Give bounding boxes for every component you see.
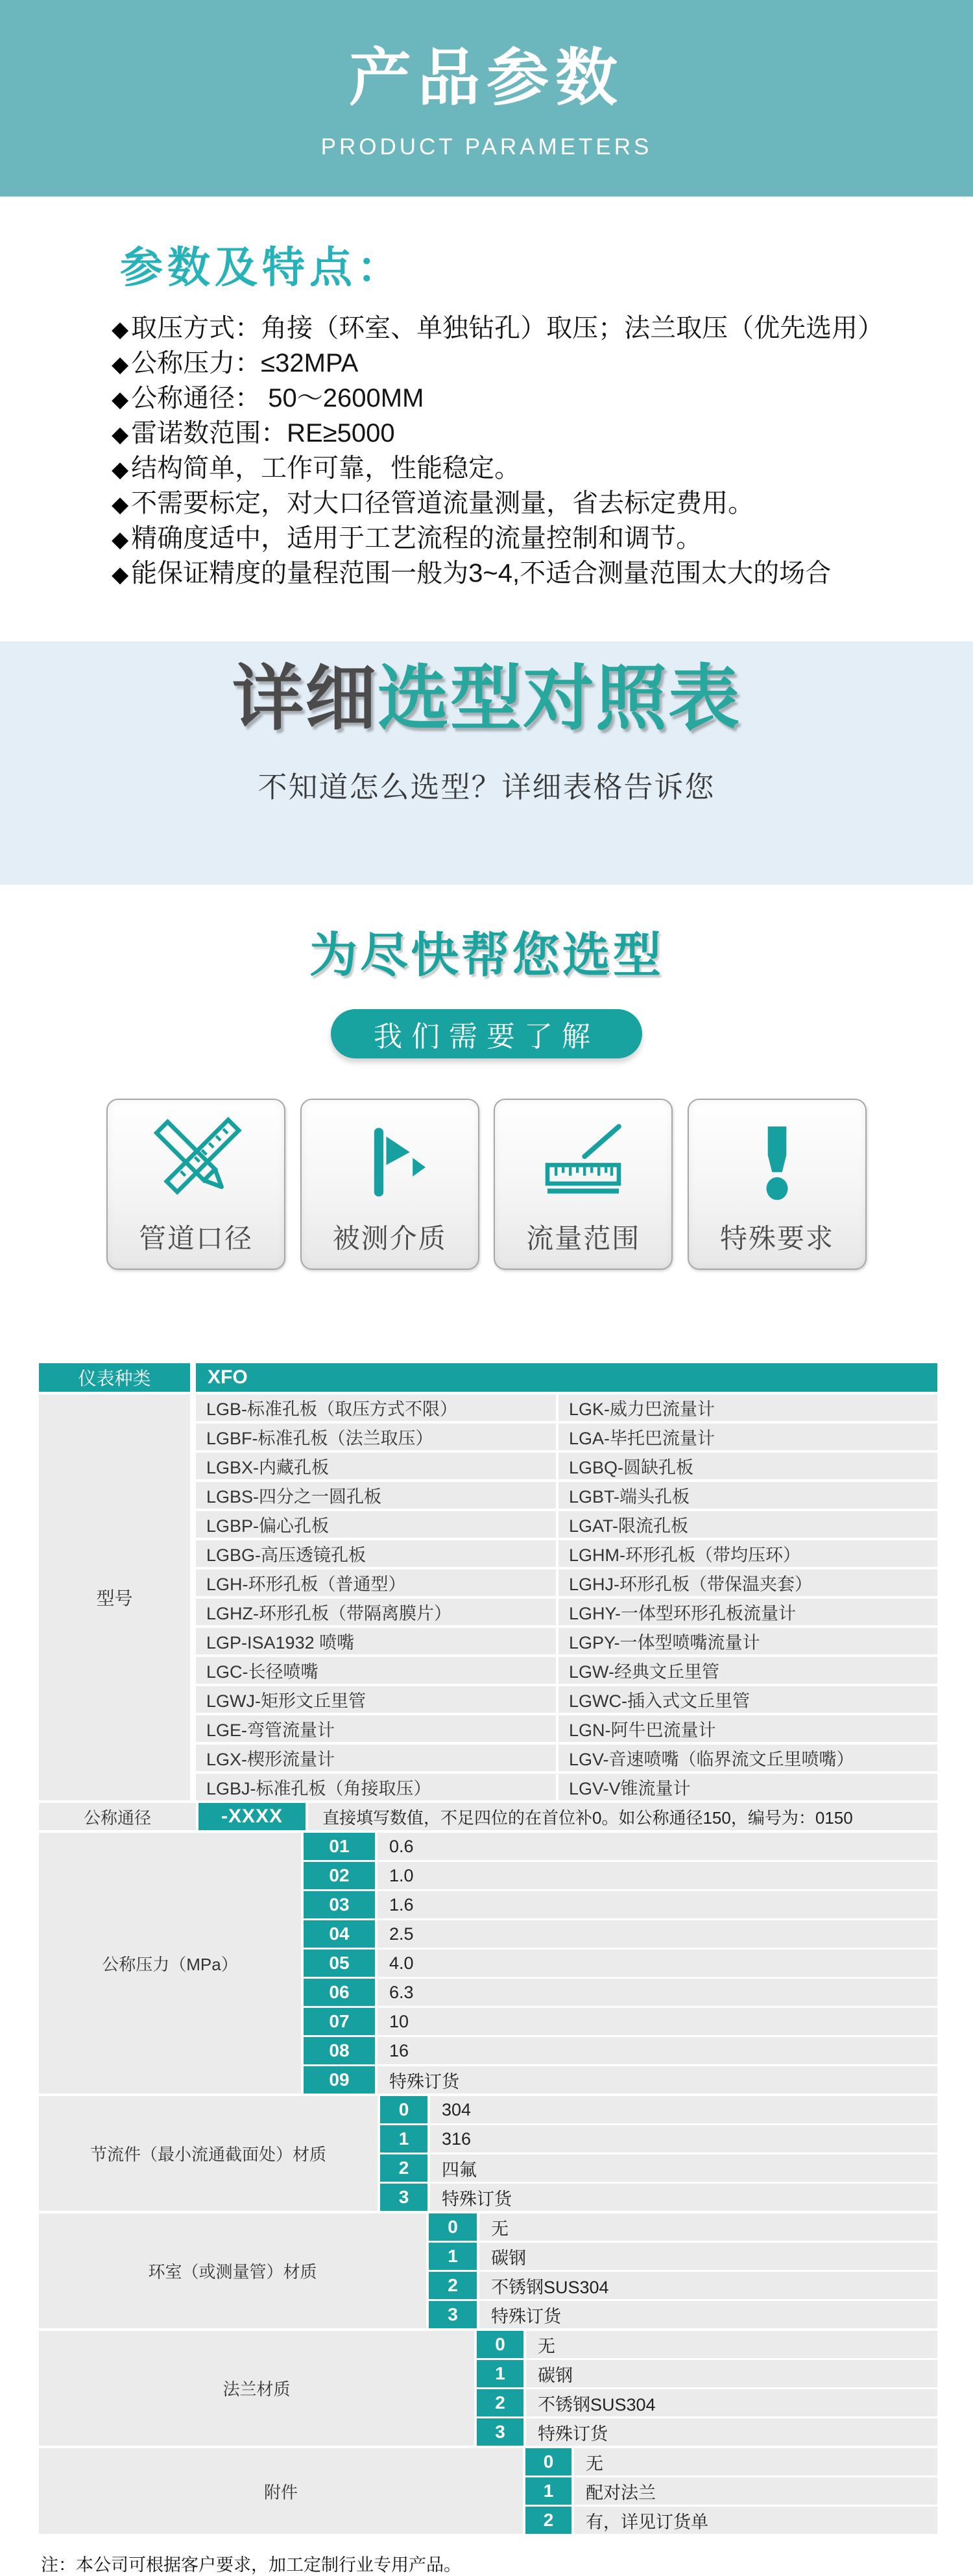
option-value: 304	[442, 2099, 472, 2119]
feature-text: 公称通径： 50～2600MM	[131, 384, 424, 412]
model-cell: LGW-经典文丘里管	[559, 1657, 937, 1684]
banner-title	[0, 641, 973, 744]
option-value: 配对法兰	[586, 2483, 656, 2503]
option-row-body	[301, 1977, 937, 2006]
page-header	[0, 0, 973, 197]
option-value: 特殊订货	[538, 2424, 608, 2444]
option-code-chip: 1	[474, 2360, 526, 2387]
option-code-chip: 06	[301, 1979, 378, 2006]
feature-text: 能保证精度的量程范围一般为3~4,不适合测量范围太大的场合	[131, 559, 832, 588]
option-row-body	[474, 2416, 937, 2446]
model-cell: LGV-音速喷嘴（临界流文丘里喷嘴）	[559, 1745, 937, 1771]
model-cell: LGPY-一体型喷嘴流量计	[559, 1628, 937, 1654]
model-section-label: 型号	[39, 1394, 190, 1800]
option-value: 0.6	[389, 1836, 414, 1856]
flag-icon	[347, 1100, 433, 1208]
option-code-chip: 2	[426, 2272, 479, 2299]
option-code-chip: 1	[426, 2243, 479, 2270]
option-section-label: 环室（或测量管）材质	[148, 2262, 317, 2282]
option-value: 碳钢	[538, 2365, 573, 2385]
card-label: 流量范围	[526, 1223, 641, 1254]
feature-text: 结构简单，工作可靠，性能稳定。	[131, 454, 521, 483]
option-row-body	[474, 2331, 937, 2358]
option-row-body	[301, 2064, 937, 2093]
diamond-bullet-icon: ◆	[112, 387, 129, 412]
option-value: 特殊订货	[491, 2306, 561, 2326]
page-title: 产品参数	[349, 43, 624, 113]
option-row-body	[426, 2270, 937, 2299]
option-row-body	[301, 1948, 937, 1977]
feature-text: 取压方式：角接（环室、单独钻孔）取压；法兰取压（优先选用）	[131, 314, 884, 342]
model-cell: LGH-环形孔板（普通型）	[196, 1569, 556, 1596]
option-row-body	[378, 2153, 937, 2182]
model-cell: LGX-楔形流量计	[196, 1745, 556, 1771]
banner-title-gray: 详细	[232, 659, 378, 739]
features-heading: 参数及特点：	[120, 243, 404, 291]
option-section	[39, 2331, 937, 2446]
option-section	[39, 2096, 937, 2211]
option-row-body	[378, 2123, 937, 2153]
option-code-chip: 3	[474, 2418, 526, 2446]
page-subtitle: PRODUCT PARAMETERS	[320, 134, 653, 160]
option-value: 碳钢	[491, 2248, 526, 2268]
option-value: 四氟	[442, 2160, 477, 2180]
requirement-card-3[interactable]	[494, 1099, 673, 1270]
option-row-body	[426, 2299, 937, 2328]
option-code-chip: 0	[378, 2096, 430, 2123]
footnote: 注：本公司可根据客户要求，加工定制行业专用产品。	[41, 2555, 461, 2575]
option-code-chip: 0	[474, 2331, 526, 2358]
diameter-section	[39, 1803, 937, 1830]
option-value: 无	[538, 2336, 555, 2356]
option-code-chip: 05	[301, 1950, 378, 1977]
selection-helper-section	[0, 917, 973, 1330]
model-cell: LGC-长径喷嘴	[196, 1657, 556, 1684]
banner-subtitle: 不知道怎么选型？详细表格告诉您	[258, 770, 715, 804]
model-cell: LGBF-标准孔板（法兰取压）	[196, 1424, 556, 1450]
option-row-body	[378, 2182, 937, 2211]
diamond-bullet-icon: ◆	[112, 457, 129, 482]
model-cell: LGB-标准孔板（取压方式不限）	[196, 1394, 556, 1421]
option-value: 不锈钢SUS304	[538, 2394, 656, 2415]
option-code-chip: 03	[301, 1891, 378, 1918]
option-code-chip: 3	[426, 2301, 479, 2328]
feature-text: 精确度适中，适用于工艺流程的流量控制和调节。	[131, 524, 703, 553]
option-row-body	[474, 2358, 937, 2387]
option-sections	[39, 1833, 937, 2534]
requirement-card-2[interactable]	[300, 1099, 479, 1270]
option-code-chip: 2	[523, 2507, 574, 2534]
model-cell: LGBX-内藏孔板	[196, 1453, 556, 1479]
card-label: 特殊要求	[719, 1223, 834, 1254]
model-cell: LGA-毕托巴流量计	[559, 1424, 937, 1450]
option-value: 10	[389, 2011, 409, 2031]
we-need-to-know-button[interactable]: 我们需要了解	[331, 1009, 642, 1058]
option-value: 1.6	[389, 1894, 414, 1914]
requirement-cards	[106, 1099, 867, 1270]
exclamation-icon	[734, 1100, 820, 1208]
pencil-ruler-icon	[153, 1100, 239, 1208]
model-cell: LGBQ-圆缺孔板	[559, 1453, 937, 1479]
diameter-code-chip: -XXXX	[198, 1803, 306, 1830]
option-code-chip: 1	[378, 2125, 430, 2153]
option-section	[39, 2213, 937, 2328]
feature-text: 不需要标定，对大口径管道流量测量，省去标定费用。	[131, 489, 754, 518]
option-value: 无	[586, 2453, 603, 2474]
feature-item	[112, 346, 973, 381]
model-cell: LGP-ISA1932 喷嘴	[196, 1628, 556, 1654]
diamond-bullet-icon: ◆	[112, 422, 129, 447]
table-header-series: XFO	[196, 1363, 937, 1392]
option-section-label: 节流件（最小流通截面处）材质	[90, 2145, 326, 2164]
requirement-card-1[interactable]	[106, 1099, 285, 1270]
option-section-label: 公称压力（MPa）	[102, 1954, 238, 1974]
option-row-body	[523, 2505, 937, 2534]
option-code-chip: 04	[301, 1920, 378, 1948]
model-cell: LGHZ-环形孔板（带隔离膜片）	[196, 1599, 556, 1625]
option-row-body	[378, 2096, 937, 2123]
option-value: 无	[491, 2219, 509, 2239]
diamond-bullet-icon: ◆	[112, 527, 129, 552]
option-value: 4.0	[389, 1953, 414, 1973]
model-cell: LGHM-环形孔板（带均压环）	[559, 1540, 937, 1567]
feature-item	[112, 416, 973, 451]
diamond-bullet-icon: ◆	[112, 562, 129, 587]
model-cell: LGHJ-环形孔板（带保温夹套）	[559, 1569, 937, 1596]
model-cell: LGHY-一体型环形孔板流量计	[559, 1599, 937, 1625]
option-value: 6.3	[389, 1982, 414, 2002]
diameter-label: 公称通径	[39, 1803, 196, 1830]
option-row-body	[301, 1833, 937, 1860]
option-section-label: 法兰材质	[222, 2379, 291, 2399]
diamond-bullet-icon: ◆	[112, 492, 129, 517]
selection-banner	[0, 641, 973, 885]
option-value: 316	[442, 2129, 472, 2149]
feature-item	[112, 311, 973, 346]
feature-item	[112, 451, 973, 486]
model-grid	[196, 1394, 937, 1800]
option-row-body	[301, 2006, 937, 2035]
option-value: 特殊订货	[389, 2071, 459, 2092]
option-row-body	[426, 2213, 937, 2241]
option-code-chip: 02	[301, 1862, 378, 1889]
option-code-chip: 0	[523, 2448, 574, 2475]
option-row-body	[474, 2387, 937, 2416]
model-cell: LGBT-端头孔板	[559, 1482, 937, 1509]
card-label: 被测介质	[332, 1223, 447, 1254]
table-header-row	[39, 1363, 937, 1392]
option-code-chip: 08	[301, 2037, 378, 2064]
features-section	[0, 233, 973, 605]
feature-list	[112, 311, 973, 591]
option-code-chip: 09	[301, 2066, 378, 2093]
option-code-chip: 07	[301, 2008, 378, 2035]
model-cell: LGBG-高压透镜孔板	[196, 1540, 556, 1567]
model-cell: LGV-V锥流量计	[559, 1774, 937, 1800]
ruler-icon	[540, 1100, 626, 1208]
option-section	[39, 2448, 937, 2534]
model-cell: LGN-阿牛巴流量计	[559, 1715, 937, 1742]
feature-text: 公称压力：≤32MPA	[131, 349, 359, 377]
option-row-body	[426, 2241, 937, 2270]
option-row-body	[301, 1860, 937, 1889]
option-section	[39, 1833, 937, 2093]
option-value: 2.5	[389, 1924, 414, 1944]
model-selection-table	[39, 1363, 937, 2534]
option-value: 不锈钢SUS304	[491, 2277, 609, 2297]
model-cell: LGWJ-矩形文丘里管	[196, 1686, 556, 1713]
model-cell: LGBS-四分之一圆孔板	[196, 1482, 556, 1509]
option-row-body	[301, 2035, 937, 2064]
model-cell: LGWC-插入式文丘里管	[559, 1686, 937, 1713]
model-cell: LGE-弯管流量计	[196, 1715, 556, 1742]
option-code-chip: 3	[378, 2184, 430, 2211]
option-value: 1.0	[389, 1865, 414, 1885]
model-cell: LGK-威力巴流量计	[559, 1394, 937, 1421]
table-header-category: 仪表种类	[39, 1363, 190, 1392]
option-code-chip: 1	[523, 2477, 574, 2505]
card-label: 管道口径	[138, 1223, 253, 1254]
option-section-label: 附件	[263, 2482, 298, 2502]
model-section	[39, 1394, 937, 1800]
feature-text: 雷诺数范围：RE≥5000	[131, 419, 395, 447]
option-row-body	[301, 1889, 937, 1918]
option-code-chip: 01	[301, 1833, 378, 1860]
feature-item	[112, 556, 973, 591]
option-code-chip: 0	[426, 2213, 479, 2241]
option-row-body	[301, 1918, 937, 1948]
diamond-bullet-icon: ◆	[112, 317, 129, 342]
option-row-body	[523, 2475, 937, 2505]
option-value: 特殊订货	[442, 2189, 512, 2209]
selection-title: 为尽快帮您选型	[309, 928, 664, 982]
model-cell: LGAT-限流孔板	[559, 1511, 937, 1538]
diamond-bullet-icon: ◆	[112, 352, 129, 377]
option-value: 16	[389, 2040, 409, 2060]
feature-item	[112, 381, 973, 416]
model-cell: LGBP-偏心孔板	[196, 1511, 556, 1538]
feature-item	[112, 486, 973, 521]
option-code-chip: 2	[474, 2389, 526, 2416]
model-cell: LGBJ-标准孔板（角接取压）	[196, 1774, 556, 1800]
option-value: 有，详见订货单	[586, 2512, 708, 2532]
option-code-chip: 2	[378, 2154, 430, 2182]
feature-item	[112, 521, 973, 556]
banner-title-teal: 选型对照表	[378, 659, 741, 739]
diameter-description: 直接填写数值，不足四位的在首位补0。如公称通径150，编号为：0150	[308, 1803, 937, 1830]
requirement-card-4[interactable]	[688, 1099, 867, 1270]
option-row-body	[523, 2448, 937, 2475]
